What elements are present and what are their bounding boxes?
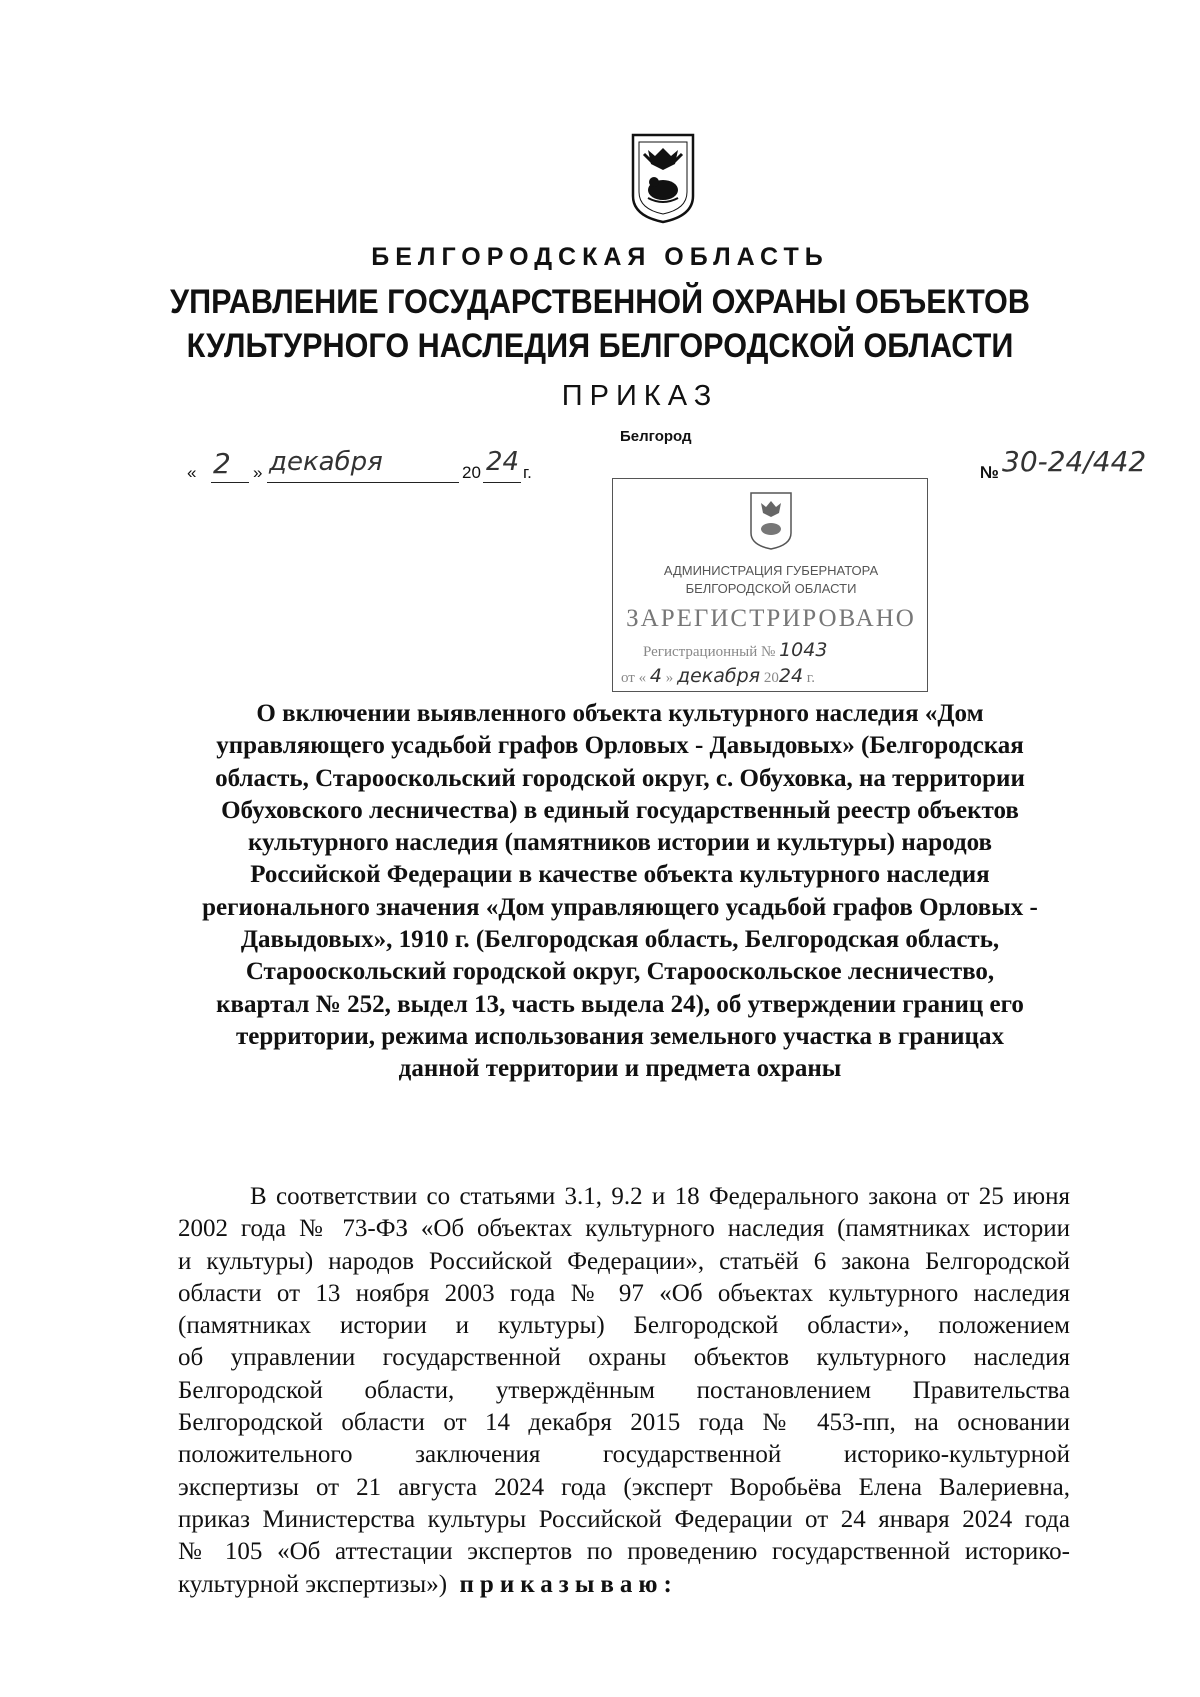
subject-line: территории, режима использования земельного участка в границах <box>236 1022 1004 1050</box>
stamp-reg-label: Регистрационный № <box>643 644 776 660</box>
subject-line: Российской Федерации в качестве объекта культурного наследия <box>250 861 990 889</box>
stamp-date-from: от « <box>621 670 647 686</box>
stamp-agency-line-1: АДМИНИСТРАЦИЯ ГУБЕРНАТОРА <box>663 563 879 578</box>
date-day-handwritten: 2 <box>213 447 231 480</box>
stamp-date-day-handwritten: 4 <box>649 665 662 687</box>
stamp-date-month-handwritten: декабря <box>676 665 761 687</box>
body-line: области от 13 ноября 2003 года № 97 «Об объектах культурного наследия <box>178 1279 1070 1307</box>
subject-line: область, Старооскольский городской округ, с. Обуховка, на территории <box>215 764 1025 792</box>
body-line: приказ Министерства культуры Российской Федерации от 24 января 2024 года <box>178 1505 1070 1533</box>
body-line: культурной экспертизы») <box>178 1570 448 1598</box>
date-month-handwritten: декабря <box>269 447 383 477</box>
body-line: В соответствии со статьями 3.1, 9.2 и 18 Федерального закона от 25 июня <box>250 1183 1070 1210</box>
subject-line: данной территории и предмета охраны <box>398 1055 842 1083</box>
order-number <box>980 445 1180 495</box>
subject-line: регионального значения «Дом управляющего усадьбой графов Орловых - <box>202 893 1038 921</box>
agency-name-line-1: УПРАВЛЕНИЕ ГОСУДАРСТВЕННОЙ ОХРАНЫ ОБЪЕКТОВ <box>170 283 1030 321</box>
body-line: 2002 года № 73-ФЗ «Об объектах культурного наследия (памятниках истории <box>178 1215 1070 1243</box>
order-subject <box>170 698 1070 1086</box>
subject-line: управляющего усадьбой графов Орловых - Давыдовых» (Белгородская <box>216 732 1024 760</box>
stamp-date-year-prefix: 20 <box>763 670 779 686</box>
date-year-prefix: 20 <box>462 463 481 482</box>
subject-line: Обуховского лесничества) в единый государственный реестр объектов <box>221 796 1019 824</box>
body-line: (памятниках истории и культуры) Белгородской области», положением <box>178 1312 1070 1340</box>
order-number-handwritten: 30-24/442 <box>1002 445 1147 478</box>
body-line: положительного заключения государственной историко-культурной <box>178 1441 1070 1469</box>
date-year-handwritten: 24 <box>486 447 520 477</box>
stamp-coat-of-arms-emblem <box>749 491 793 551</box>
stamp-date-close: » <box>665 670 674 686</box>
preamble-paragraph <box>178 1181 1070 1601</box>
subject-line: культурного наследия (памятников истории и культуры) народов <box>247 829 992 857</box>
date-underline <box>267 482 459 483</box>
stamp-date-year-mark: г. <box>806 670 816 686</box>
stamp-reg-number-handwritten: 1043 <box>779 639 828 661</box>
date-underline <box>211 482 249 483</box>
decree-word: приказываю: <box>459 1570 678 1598</box>
agency-name <box>60 280 1140 368</box>
stamp-date-year-handwritten: 24 <box>778 665 804 687</box>
stamp-registered-label: ЗАРЕГИСТРИРОВАНО <box>626 605 916 632</box>
date-close-quote: » <box>253 463 263 482</box>
subject-line: квартал № 252, выдел 13, часть выдела 24), об утверждении границ его <box>216 990 1024 1018</box>
registration-stamp <box>612 478 928 692</box>
subject-line: О включении выявленного объекта культурного наследия «Дом <box>256 700 984 727</box>
stamp-agency-line-2: БЕЛГОРОДСКОЙ ОБЛАСТИ <box>685 581 857 596</box>
subject-line: Старооскольский городской округ, Старооскольское лесничество, <box>245 958 995 986</box>
date-underline <box>483 482 521 483</box>
city-name: Белгород <box>620 428 692 445</box>
date-year-mark: г. <box>523 463 532 482</box>
number-sign: № <box>980 463 999 482</box>
date-open-quote: « <box>187 463 197 482</box>
body-line-final <box>178 1569 1070 1601</box>
coat-of-arms-emblem <box>630 132 696 224</box>
stamp-registration-number <box>643 639 827 661</box>
body-line: Белгородской области от 14 декабря 2015 года № 453-пп, на основании <box>178 1409 1070 1437</box>
document-type-title: ПРИКАЗ <box>561 380 719 412</box>
order-date <box>187 447 587 495</box>
body-line: и культуры) народов Российской Федерации», статьёй 6 закона Белгородской <box>178 1247 1070 1275</box>
body-line: Белгородской области, утверждённым постановлением Правительства <box>178 1376 1070 1404</box>
region-name: БЕЛГОРОДСКАЯ ОБЛАСТЬ <box>371 243 829 271</box>
agency-name-line-2: КУЛЬТУРНОГО НАСЛЕДИЯ БЕЛГОРОДСКОЙ ОБЛАСТИ <box>186 327 1014 365</box>
body-line: об управлении государственной охраны объектов культурного наследия <box>178 1344 1070 1372</box>
stamp-registration-date <box>621 665 815 687</box>
body-line: экспертизы от 21 августа 2024 года (эксперт Воробьёва Елена Валериевна, <box>178 1473 1070 1501</box>
body-line: № 105 «Об аттестации экспертов по проведению государственной историко- <box>178 1538 1070 1566</box>
subject-line: Давыдовых», 1910 г. (Белгородская область, Белгородская область, <box>240 926 1000 954</box>
